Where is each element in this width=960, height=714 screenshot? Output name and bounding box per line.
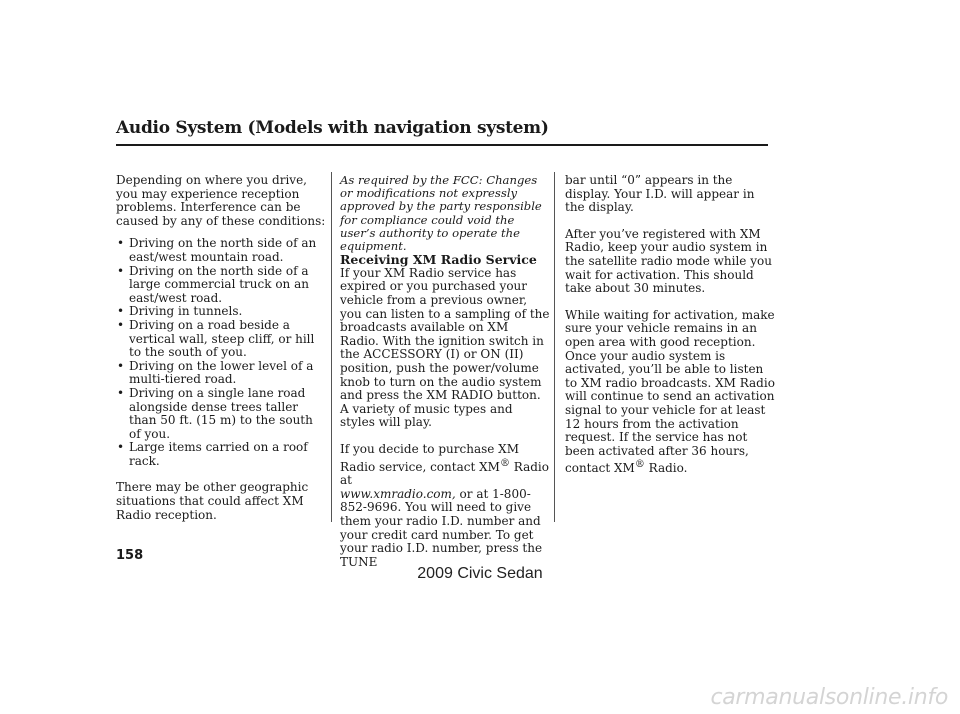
footer-title: 2009 Civic Sedan — [417, 565, 543, 582]
list-item: • Driving on a single lane road alongside dense trees taller than 50 ft. (15 m) to the south of you. — [116, 387, 326, 441]
activation-paragraph — [565, 309, 777, 476]
outro-paragraph: There may be other geographic situations that could affect XM Radio reception. — [116, 480, 309, 522]
page-number: 158 — [116, 548, 144, 563]
list-item: • Large items carried on a roof rack. — [116, 441, 326, 468]
list-item: • Driving on the north side of an east/west mountain road. — [116, 237, 326, 264]
fcc-note: As required by the FCC: Changes or modifications not expressly approved by the party responsible for compliance could void the user’s authority to operate the equipment. — [340, 173, 542, 254]
list-item: • Driving on a road beside a vertical wall, steep cliff, or hill to the south of you. — [116, 319, 326, 360]
registration-paragraph: After you’ve registered with XM Radio, keep your audio system in the satellite radio mode while you wait for activation. This should take about 30 minutes. — [565, 226, 772, 296]
xm-website-link[interactable]: www.xmradio.com, — [340, 486, 456, 501]
purchase-paragraph — [340, 443, 550, 569]
registered-mark: ® — [499, 457, 510, 469]
purchase-text: Radio at — [340, 459, 549, 488]
service-paragraph: If your XM Radio service has expired or you purchased your vehicle from a previous owner, you can listen to a sampling of the broadcasts available on XM Radio. With the ignition switch in the ACCESSORY (I) or ON (II) position, push the power/volume knob to turn on the audio system and press the XM RADIO button. A variety of music types and styles will play. — [340, 265, 550, 430]
column-middle — [340, 174, 550, 569]
conditions-list — [116, 237, 326, 468]
watermark: carmanualsonline.info — [710, 685, 948, 710]
column-divider — [331, 172, 332, 522]
id-paragraph: bar until “0” appears in the display. Your I.D. will appear in the display. — [565, 173, 755, 215]
list-item: • Driving on the north side of a large commercial truck on an east/west road. — [116, 265, 326, 306]
intro-paragraph: Depending on where you drive, you may experience reception problems. Interference can be caused by any of these conditions: — [116, 173, 326, 228]
header-rule — [116, 144, 768, 146]
activation-text: While waiting for activation, make sure your vehicle remains in an open area with good reception. Once your audio system is activated, you’ll be able to listen to XM radio broadcasts. XM Radio will continue to send an activation signal to your vehicle for at least 12 hours from the activation request. If the service has not been activated after 36 hours, contact XM — [565, 307, 775, 476]
list-item: • Driving on the lower level of a multi-tiered road. — [116, 360, 326, 387]
page-title: Audio System (Models with navigation system) — [116, 118, 549, 138]
purchase-text: If you decide to purchase XM Radio service, contact XM — [340, 441, 519, 474]
section-heading: Receiving XM Radio Service — [340, 252, 537, 268]
activation-text: Radio. — [644, 461, 688, 476]
column-divider — [554, 172, 555, 522]
list-item: • Driving in tunnels. — [116, 305, 326, 319]
registered-mark: ® — [634, 459, 645, 471]
purchase-text: or at 1-800-852-9696. You will need to give them your radio I.D. number and your credit card number. To get your radio I.D. number, press the TUNE — [340, 486, 543, 569]
column-right — [565, 174, 777, 476]
column-left — [116, 174, 326, 522]
